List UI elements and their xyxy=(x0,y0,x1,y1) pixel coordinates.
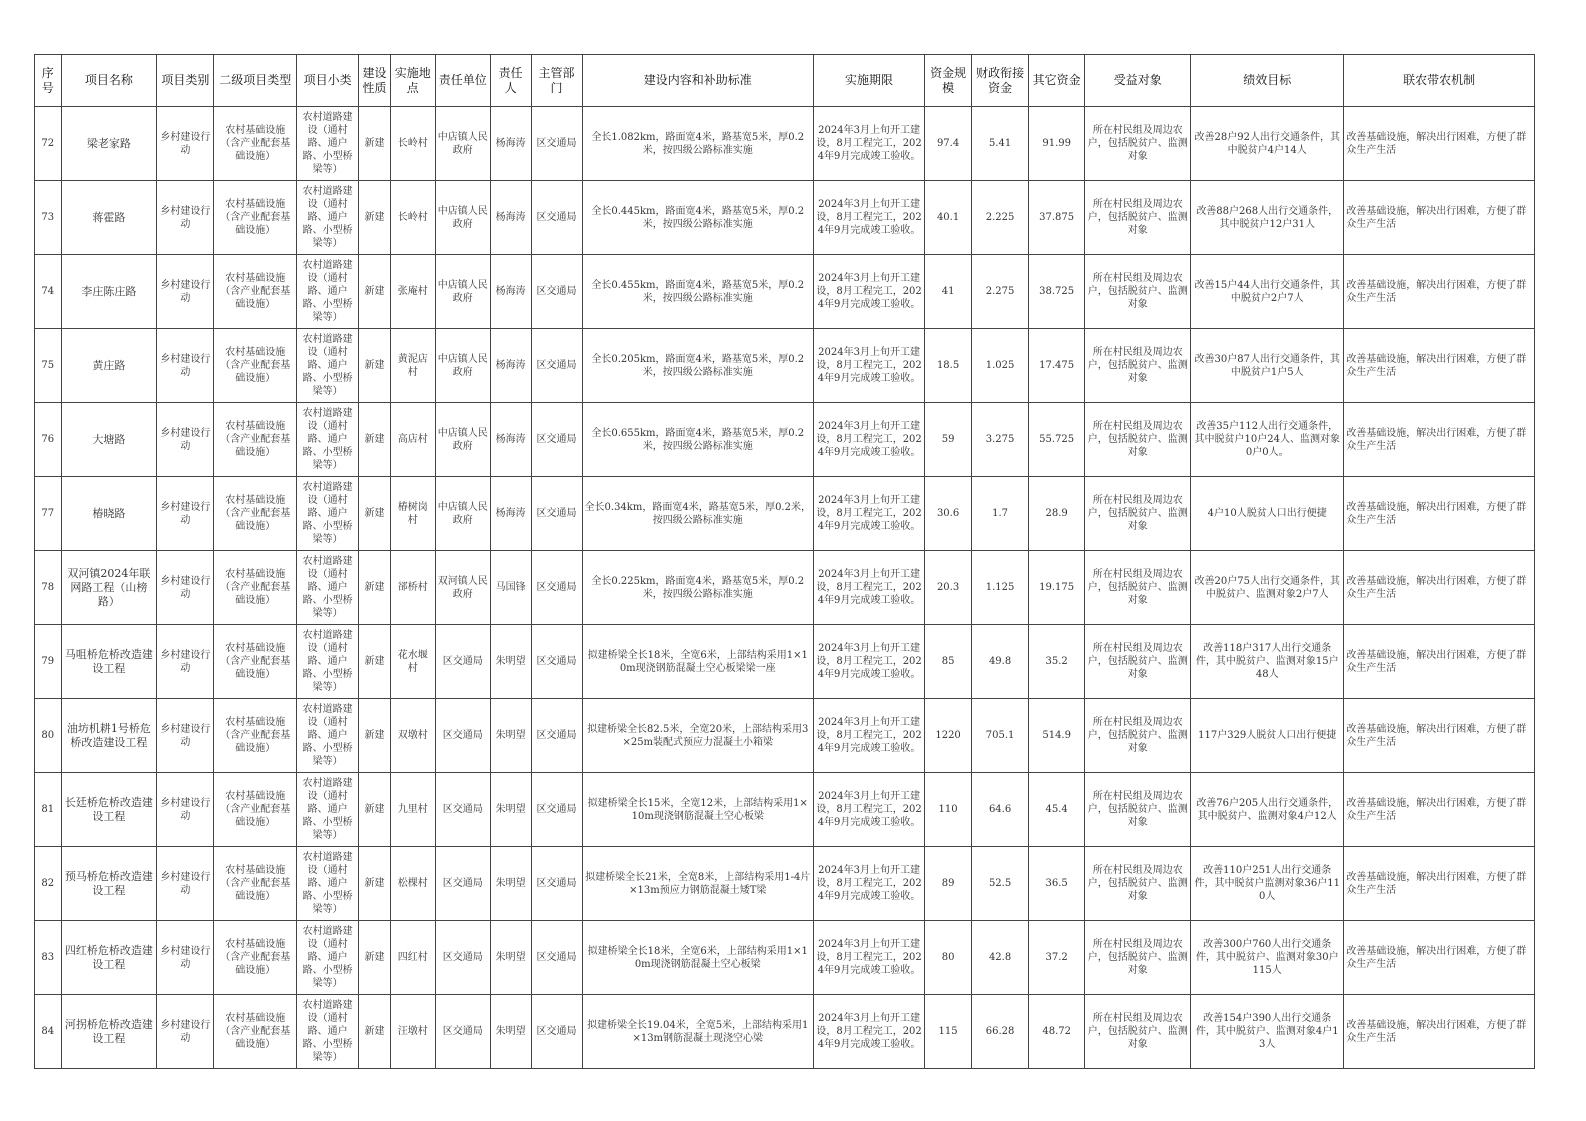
cell-small-class: 农村道路建设（通村路、通户路、小型桥梁等） xyxy=(297,329,359,403)
cell-period: 2024年3月上旬开工建设，8月工程完工，2024年9月完成竣工验收。 xyxy=(813,921,924,995)
cell-fiscal: 2.225 xyxy=(972,181,1029,255)
cell-mechanism: 改善基础设施，解决出行困难，方便了群众生产生活 xyxy=(1344,329,1535,403)
cell-content: 全长1.082km，路面宽4米，路基宽5米，厚0.2米，按四级公路标准实施 xyxy=(582,107,813,181)
cell-other: 45.4 xyxy=(1029,773,1085,847)
cell-fiscal: 705.1 xyxy=(972,699,1029,773)
cell-unit: 中店镇人民政府 xyxy=(435,403,490,477)
cell-person: 朱明望 xyxy=(490,847,531,921)
cell-location: 黄泥店村 xyxy=(390,329,435,403)
cell-location: 九里村 xyxy=(390,773,435,847)
cell-mechanism: 改善基础设施，解决出行困难，方便了群众生产生活 xyxy=(1344,847,1535,921)
cell-nature: 新建 xyxy=(359,847,391,921)
cell-content: 拟建桥梁全长82.5米，全宽20米，上部结构采用3×25m装配式预应力混凝土小箱梁 xyxy=(582,699,813,773)
cell-scale: 59 xyxy=(925,403,972,477)
cell-content: 全长0.445km，路面宽4米，路基宽5米，厚0.2米，按四级公路标准实施 xyxy=(582,181,813,255)
cell-beneficiary: 所在村民组及周边农户，包括脱贫户、监测对象 xyxy=(1085,107,1191,181)
cell-period: 2024年3月上旬开工建设，8月工程完工，2024年9月完成竣工验收。 xyxy=(813,995,924,1069)
table-row xyxy=(35,921,1535,995)
cell-other: 55.725 xyxy=(1029,403,1085,477)
cell-person: 杨海涛 xyxy=(490,181,531,255)
cell-category: 乡村建设行动 xyxy=(157,403,214,477)
cell-unit: 中店镇人民政府 xyxy=(435,107,490,181)
header-category: 项目类别 xyxy=(157,55,214,107)
cell-dept: 区交通局 xyxy=(531,107,582,181)
cell-seq: 81 xyxy=(35,773,62,847)
cell-unit: 区交通局 xyxy=(435,699,490,773)
cell-unit: 中店镇人民政府 xyxy=(435,255,490,329)
header-content: 建设内容和补助标准 xyxy=(582,55,813,107)
cell-mechanism: 改善基础设施，解决出行困难，方便了群众生产生活 xyxy=(1344,477,1535,551)
cell-other: 28.9 xyxy=(1029,477,1085,551)
cell-mechanism: 改善基础设施，解决出行困难，方便了群众生产生活 xyxy=(1344,699,1535,773)
table-row xyxy=(35,995,1535,1069)
cell-person: 杨海涛 xyxy=(490,255,531,329)
cell-seq: 82 xyxy=(35,847,62,921)
header-small-class: 项目小类 xyxy=(297,55,359,107)
cell-unit: 中店镇人民政府 xyxy=(435,181,490,255)
cell-nature: 新建 xyxy=(359,773,391,847)
cell-seq: 79 xyxy=(35,625,62,699)
cell-location: 长岭村 xyxy=(390,181,435,255)
cell-mechanism: 改善基础设施，解决出行困难，方便了群众生产生活 xyxy=(1344,181,1535,255)
cell-person: 杨海涛 xyxy=(490,107,531,181)
cell-nature: 新建 xyxy=(359,551,391,625)
table-row xyxy=(35,773,1535,847)
cell-small-class: 农村道路建设（通村路、通户路、小型桥梁等） xyxy=(297,403,359,477)
cell-nature: 新建 xyxy=(359,921,391,995)
cell-fiscal: 49.8 xyxy=(972,625,1029,699)
cell-period: 2024年3月上旬开工建设，8月工程完工，2024年9月完成竣工验收。 xyxy=(813,477,924,551)
cell-period: 2024年3月上旬开工建设，8月工程完工，2024年9月完成竣工验收。 xyxy=(813,403,924,477)
cell-unit: 区交通局 xyxy=(435,995,490,1069)
cell-small-class: 农村道路建设（通村路、通户路、小型桥梁等） xyxy=(297,255,359,329)
cell-location: 花水堰村 xyxy=(390,625,435,699)
header-goal: 绩效目标 xyxy=(1191,55,1344,107)
cell-small-class: 农村道路建设（通村路、通户路、小型桥梁等） xyxy=(297,107,359,181)
cell-category: 乡村建设行动 xyxy=(157,255,214,329)
cell-category: 乡村建设行动 xyxy=(157,477,214,551)
cell-unit: 区交通局 xyxy=(435,921,490,995)
cell-sub-type: 农村基础设施（含产业配套基础设施） xyxy=(214,551,297,625)
cell-seq: 75 xyxy=(35,329,62,403)
cell-period: 2024年3月上旬开工建设，8月工程完工，2024年9月完成竣工验收。 xyxy=(813,847,924,921)
cell-sub-type: 农村基础设施（含产业配套基础设施） xyxy=(214,107,297,181)
cell-unit: 区交通局 xyxy=(435,773,490,847)
cell-mechanism: 改善基础设施，解决出行困难，方便了群众生产生活 xyxy=(1344,921,1535,995)
cell-dept: 区交通局 xyxy=(531,995,582,1069)
cell-fiscal: 1.7 xyxy=(972,477,1029,551)
cell-sub-type: 农村基础设施（含产业配套基础设施） xyxy=(214,625,297,699)
cell-mechanism: 改善基础设施，解决出行困难，方便了群众生产生活 xyxy=(1344,625,1535,699)
cell-location: 长岭村 xyxy=(390,107,435,181)
cell-unit: 区交通局 xyxy=(435,625,490,699)
cell-period: 2024年3月上旬开工建设，8月工程完工，2024年9月完成竣工验收。 xyxy=(813,773,924,847)
cell-nature: 新建 xyxy=(359,329,391,403)
table-row xyxy=(35,847,1535,921)
cell-small-class: 农村道路建设（通村路、通户路、小型桥梁等） xyxy=(297,625,359,699)
cell-beneficiary: 所在村民组及周边农户，包括脱贫户、监测对象 xyxy=(1085,477,1191,551)
cell-goal: 改善28户92人出行交通条件，其中脱贫户4户14人 xyxy=(1191,107,1344,181)
cell-content: 拟建桥梁全长21米，全宽8米，上部结构采用1-4片×13m预应力钢筋混凝土矮T梁 xyxy=(582,847,813,921)
cell-seq: 84 xyxy=(35,995,62,1069)
cell-category: 乡村建设行动 xyxy=(157,551,214,625)
cell-small-class: 农村道路建设（通村路、通户路、小型桥梁等） xyxy=(297,551,359,625)
cell-period: 2024年3月上旬开工建设，8月工程完工，2024年9月完成竣工验收。 xyxy=(813,625,924,699)
cell-beneficiary: 所在村民组及周边农户，包括脱贫户、监测对象 xyxy=(1085,847,1191,921)
cell-beneficiary: 所在村民组及周边农户，包括脱贫户、监测对象 xyxy=(1085,403,1191,477)
cell-nature: 新建 xyxy=(359,477,391,551)
cell-seq: 83 xyxy=(35,921,62,995)
cell-beneficiary: 所在村民组及周边农户，包括脱贫户、监测对象 xyxy=(1085,625,1191,699)
cell-mechanism: 改善基础设施，解决出行困难，方便了群众生产生活 xyxy=(1344,773,1535,847)
cell-period: 2024年3月上旬开工建设，8月工程完工，2024年9月完成竣工验收。 xyxy=(813,181,924,255)
header-scale: 资金规模 xyxy=(925,55,972,107)
cell-content: 拟建桥梁全长18米，全宽6米，上部结构采用1×10m现浇钢筋混凝土空心板梁梁一座 xyxy=(582,625,813,699)
cell-category: 乡村建设行动 xyxy=(157,699,214,773)
cell-goal: 117户329人脱贫人口出行便捷 xyxy=(1191,699,1344,773)
cell-project-name: 双河镇2024年联网路工程（山榜路） xyxy=(61,551,157,625)
cell-small-class: 农村道路建设（通村路、通户路、小型桥梁等） xyxy=(297,921,359,995)
table-row xyxy=(35,403,1535,477)
header-period: 实施期限 xyxy=(813,55,924,107)
cell-location: 张庵村 xyxy=(390,255,435,329)
cell-sub-type: 农村基础设施（含产业配套基础设施） xyxy=(214,847,297,921)
cell-goal: 改善30户87人出行交通条件，其中脱贫户1户5人 xyxy=(1191,329,1344,403)
cell-scale: 115 xyxy=(925,995,972,1069)
cell-person: 朱明望 xyxy=(490,773,531,847)
cell-location: 椿树岗村 xyxy=(390,477,435,551)
cell-content: 全长0.455km，路面宽4米，路基宽5米，厚0.2米，按四级公路标准实施 xyxy=(582,255,813,329)
cell-mechanism: 改善基础设施，解决出行困难，方便了群众生产生活 xyxy=(1344,255,1535,329)
header-person: 责任人 xyxy=(490,55,531,107)
header-other: 其它资金 xyxy=(1029,55,1085,107)
cell-scale: 97.4 xyxy=(925,107,972,181)
cell-fiscal: 66.28 xyxy=(972,995,1029,1069)
cell-location: 汪墩村 xyxy=(390,995,435,1069)
cell-unit: 双河镇人民政府 xyxy=(435,551,490,625)
cell-mechanism: 改善基础设施，解决出行困难，方便了群众生产生活 xyxy=(1344,995,1535,1069)
cell-period: 2024年3月上旬开工建设，8月工程完工，2024年9月完成竣工验收。 xyxy=(813,329,924,403)
cell-project-name: 大塘路 xyxy=(61,403,157,477)
cell-unit: 中店镇人民政府 xyxy=(435,329,490,403)
cell-nature: 新建 xyxy=(359,403,391,477)
cell-content: 全长0.205km，路面宽4米，路基宽5米，厚0.2米，按四级公路标准实施 xyxy=(582,329,813,403)
cell-location: 四红村 xyxy=(390,921,435,995)
cell-mechanism: 改善基础设施，解决出行困难，方便了群众生产生活 xyxy=(1344,403,1535,477)
cell-goal: 4户10人脱贫人口出行便捷 xyxy=(1191,477,1344,551)
header-nature: 建设性质 xyxy=(359,55,391,107)
cell-other: 19.175 xyxy=(1029,551,1085,625)
cell-other: 35.2 xyxy=(1029,625,1085,699)
cell-seq: 76 xyxy=(35,403,62,477)
cell-small-class: 农村道路建设（通村路、通户路、小型桥梁等） xyxy=(297,477,359,551)
cell-other: 37.2 xyxy=(1029,921,1085,995)
cell-seq: 80 xyxy=(35,699,62,773)
cell-nature: 新建 xyxy=(359,107,391,181)
cell-content: 全长0.225km，路面宽4米，路基宽5米，厚0.2米，按四级公路标准实施 xyxy=(582,551,813,625)
cell-goal: 改善154户390人出行交通条件，其中脱贫户、监测对象4户13人 xyxy=(1191,995,1344,1069)
cell-content: 全长0.34km，路面宽4米，路基宽5米，厚0.2米，按四级公路标准实施 xyxy=(582,477,813,551)
cell-dept: 区交通局 xyxy=(531,477,582,551)
cell-scale: 20.3 xyxy=(925,551,972,625)
cell-person: 朱明望 xyxy=(490,625,531,699)
cell-small-class: 农村道路建设（通村路、通户路、小型桥梁等） xyxy=(297,699,359,773)
cell-goal: 改善15户44人出行交通条件，其中脱贫户2户7人 xyxy=(1191,255,1344,329)
cell-period: 2024年3月上旬开工建设，8月工程完工，2024年9月完成竣工验收。 xyxy=(813,699,924,773)
cell-unit: 区交通局 xyxy=(435,847,490,921)
table-row xyxy=(35,477,1535,551)
cell-scale: 40.1 xyxy=(925,181,972,255)
cell-project-name: 李庄陈庄路 xyxy=(61,255,157,329)
header-seq: 序号 xyxy=(35,55,62,107)
cell-seq: 78 xyxy=(35,551,62,625)
cell-project-name: 梁老家路 xyxy=(61,107,157,181)
cell-other: 36.5 xyxy=(1029,847,1085,921)
cell-scale: 89 xyxy=(925,847,972,921)
cell-fiscal: 1.125 xyxy=(972,551,1029,625)
header-fiscal: 财政衔接资金 xyxy=(972,55,1029,107)
cell-person: 朱明望 xyxy=(490,921,531,995)
cell-location: 高店村 xyxy=(390,403,435,477)
header-name: 项目名称 xyxy=(61,55,157,107)
cell-location: 松棵村 xyxy=(390,847,435,921)
header-unit: 责任单位 xyxy=(435,55,490,107)
cell-goal: 改善118户317人出行交通条件，其中脱贫户、监测对象15户48人 xyxy=(1191,625,1344,699)
cell-category: 乡村建设行动 xyxy=(157,773,214,847)
cell-scale: 30.6 xyxy=(925,477,972,551)
cell-nature: 新建 xyxy=(359,995,391,1069)
cell-person: 杨海涛 xyxy=(490,403,531,477)
cell-sub-type: 农村基础设施（含产业配套基础设施） xyxy=(214,181,297,255)
cell-scale: 41 xyxy=(925,255,972,329)
cell-person: 朱明望 xyxy=(490,995,531,1069)
cell-goal: 改善35户112人出行交通条件，其中脱贫户10户24人、监测对象0户0人。 xyxy=(1191,403,1344,477)
cell-nature: 新建 xyxy=(359,625,391,699)
cell-beneficiary: 所在村民组及周边农户，包括脱贫户、监测对象 xyxy=(1085,551,1191,625)
cell-dept: 区交通局 xyxy=(531,773,582,847)
cell-person: 杨海涛 xyxy=(490,477,531,551)
cell-small-class: 农村道路建设（通村路、通户路、小型桥梁等） xyxy=(297,773,359,847)
cell-dept: 区交通局 xyxy=(531,403,582,477)
cell-project-name: 油坊机耕1号桥危桥改造建设工程 xyxy=(61,699,157,773)
cell-fiscal: 5.41 xyxy=(972,107,1029,181)
cell-fiscal: 64.6 xyxy=(972,773,1029,847)
cell-person: 马国锋 xyxy=(490,551,531,625)
cell-seq: 73 xyxy=(35,181,62,255)
cell-sub-type: 农村基础设施（含产业配套基础设施） xyxy=(214,329,297,403)
cell-nature: 新建 xyxy=(359,699,391,773)
cell-other: 514.9 xyxy=(1029,699,1085,773)
cell-category: 乡村建设行动 xyxy=(157,625,214,699)
cell-period: 2024年3月上旬开工建设，8月工程完工，2024年9月完成竣工验收。 xyxy=(813,551,924,625)
table-row xyxy=(35,551,1535,625)
cell-fiscal: 1.025 xyxy=(972,329,1029,403)
cell-beneficiary: 所在村民组及周边农户，包括脱贫户、监测对象 xyxy=(1085,773,1191,847)
cell-beneficiary: 所在村民组及周边农户，包括脱贫户、监测对象 xyxy=(1085,181,1191,255)
cell-goal: 改善76户205人出行交通条件，其中脱贫户、监测对象4户12人 xyxy=(1191,773,1344,847)
cell-other: 17.475 xyxy=(1029,329,1085,403)
cell-category: 乡村建设行动 xyxy=(157,181,214,255)
table-row xyxy=(35,329,1535,403)
cell-dept: 区交通局 xyxy=(531,551,582,625)
cell-beneficiary: 所在村民组及周边农户，包括脱贫户、监测对象 xyxy=(1085,329,1191,403)
table-row xyxy=(35,255,1535,329)
header-location: 实施地点 xyxy=(390,55,435,107)
cell-fiscal: 2.275 xyxy=(972,255,1029,329)
header-sub-type: 二级项目类型 xyxy=(214,55,297,107)
cell-scale: 18.5 xyxy=(925,329,972,403)
cell-project-name: 蒋霍路 xyxy=(61,181,157,255)
cell-content: 全长0.655km，路面宽4米，路基宽5米，厚0.2米，按四级公路标准实施 xyxy=(582,403,813,477)
cell-period: 2024年3月上旬开工建设，8月工程完工，2024年9月完成竣工验收。 xyxy=(813,255,924,329)
header-mechanism: 联农带农机制 xyxy=(1344,55,1535,107)
cell-small-class: 农村道路建设（通村路、通户路、小型桥梁等） xyxy=(297,847,359,921)
cell-dept: 区交通局 xyxy=(531,921,582,995)
cell-sub-type: 农村基础设施（含产业配套基础设施） xyxy=(214,699,297,773)
cell-sub-type: 农村基础设施（含产业配套基础设施） xyxy=(214,403,297,477)
table-row xyxy=(35,699,1535,773)
cell-category: 乡村建设行动 xyxy=(157,995,214,1069)
header-beneficiary: 受益对象 xyxy=(1085,55,1191,107)
cell-content: 拟建桥梁全长18米，全宽6米，上部结构采用1×10m现浇钢筋混凝土空心板梁 xyxy=(582,921,813,995)
cell-scale: 110 xyxy=(925,773,972,847)
header-dept: 主管部门 xyxy=(531,55,582,107)
header-row xyxy=(35,55,1535,107)
cell-project-name: 黄庄路 xyxy=(61,329,157,403)
cell-project-name: 四红桥危桥改造建设工程 xyxy=(61,921,157,995)
cell-project-name: 椿晓路 xyxy=(61,477,157,551)
table-row xyxy=(35,181,1535,255)
cell-other: 91.99 xyxy=(1029,107,1085,181)
cell-beneficiary: 所在村民组及周边农户，包括脱贫户、监测对象 xyxy=(1085,699,1191,773)
cell-scale: 85 xyxy=(925,625,972,699)
cell-goal: 改善20户75人出行交通条件，其中脱贫户、监测对象2户7人 xyxy=(1191,551,1344,625)
cell-beneficiary: 所在村民组及周边农户，包括脱贫户、监测对象 xyxy=(1085,255,1191,329)
cell-project-name: 马咀桥危桥改造建设工程 xyxy=(61,625,157,699)
cell-nature: 新建 xyxy=(359,181,391,255)
cell-mechanism: 改善基础设施，解决出行困难，方便了群众生产生活 xyxy=(1344,551,1535,625)
cell-sub-type: 农村基础设施（含产业配套基础设施） xyxy=(214,477,297,551)
cell-fiscal: 52.5 xyxy=(972,847,1029,921)
cell-seq: 77 xyxy=(35,477,62,551)
table-row xyxy=(35,107,1535,181)
cell-person: 朱明望 xyxy=(490,699,531,773)
cell-period: 2024年3月上旬开工建设，8月工程完工，2024年9月完成竣工验收。 xyxy=(813,107,924,181)
cell-goal: 改善88户268人出行交通条件，其中脱贫户12户31人 xyxy=(1191,181,1344,255)
cell-project-name: 长廷桥危桥改造建设工程 xyxy=(61,773,157,847)
cell-category: 乡村建设行动 xyxy=(157,107,214,181)
cell-project-name: 河拐桥危桥改造建设工程 xyxy=(61,995,157,1069)
cell-category: 乡村建设行动 xyxy=(157,329,214,403)
cell-dept: 区交通局 xyxy=(531,847,582,921)
cell-unit: 中店镇人民政府 xyxy=(435,477,490,551)
cell-dept: 区交通局 xyxy=(531,181,582,255)
cell-project-name: 预马桥危桥改造建设工程 xyxy=(61,847,157,921)
cell-location: 郤桥村 xyxy=(390,551,435,625)
cell-goal: 改善110户251人出行交通条件，其中脱贫户监测对象36户110人 xyxy=(1191,847,1344,921)
cell-fiscal: 42.8 xyxy=(972,921,1029,995)
project-table xyxy=(34,54,1535,1069)
cell-other: 37.875 xyxy=(1029,181,1085,255)
cell-sub-type: 农村基础设施（含产业配套基础设施） xyxy=(214,255,297,329)
table-row xyxy=(35,625,1535,699)
cell-other: 38.725 xyxy=(1029,255,1085,329)
cell-seq: 72 xyxy=(35,107,62,181)
cell-content: 拟建桥梁全长19.04米，全宽5米，上部结构采用1×13m钢筋混凝土现浇空心梁 xyxy=(582,995,813,1069)
cell-person: 杨海涛 xyxy=(490,329,531,403)
cell-fiscal: 3.275 xyxy=(972,403,1029,477)
cell-small-class: 农村道路建设（通村路、通户路、小型桥梁等） xyxy=(297,181,359,255)
cell-beneficiary: 所在村民组及周边农户，包括脱贫户、监测对象 xyxy=(1085,995,1191,1069)
cell-seq: 74 xyxy=(35,255,62,329)
cell-dept: 区交通局 xyxy=(531,625,582,699)
cell-scale: 80 xyxy=(925,921,972,995)
cell-nature: 新建 xyxy=(359,255,391,329)
cell-goal: 改善300户760人出行交通条件，其中脱贫户、监测对象30户115人 xyxy=(1191,921,1344,995)
cell-dept: 区交通局 xyxy=(531,699,582,773)
cell-category: 乡村建设行动 xyxy=(157,921,214,995)
cell-sub-type: 农村基础设施（含产业配套基础设施） xyxy=(214,921,297,995)
cell-scale: 1220 xyxy=(925,699,972,773)
cell-beneficiary: 所在村民组及周边农户，包括脱贫户、监测对象 xyxy=(1085,921,1191,995)
cell-other: 48.72 xyxy=(1029,995,1085,1069)
cell-category: 乡村建设行动 xyxy=(157,847,214,921)
cell-dept: 区交通局 xyxy=(531,329,582,403)
cell-sub-type: 农村基础设施（含产业配套基础设施） xyxy=(214,773,297,847)
cell-location: 双墩村 xyxy=(390,699,435,773)
cell-sub-type: 农村基础设施（含产业配套基础设施） xyxy=(214,995,297,1069)
cell-dept: 区交通局 xyxy=(531,255,582,329)
cell-small-class: 农村道路建设（通村路、通户路、小型桥梁等） xyxy=(297,995,359,1069)
cell-content: 拟建桥梁全长15米，全宽12米，上部结构采用1×10m现浇钢筋混凝土空心板梁 xyxy=(582,773,813,847)
cell-mechanism: 改善基础设施，解决出行困难，方便了群众生产生活 xyxy=(1344,107,1535,181)
